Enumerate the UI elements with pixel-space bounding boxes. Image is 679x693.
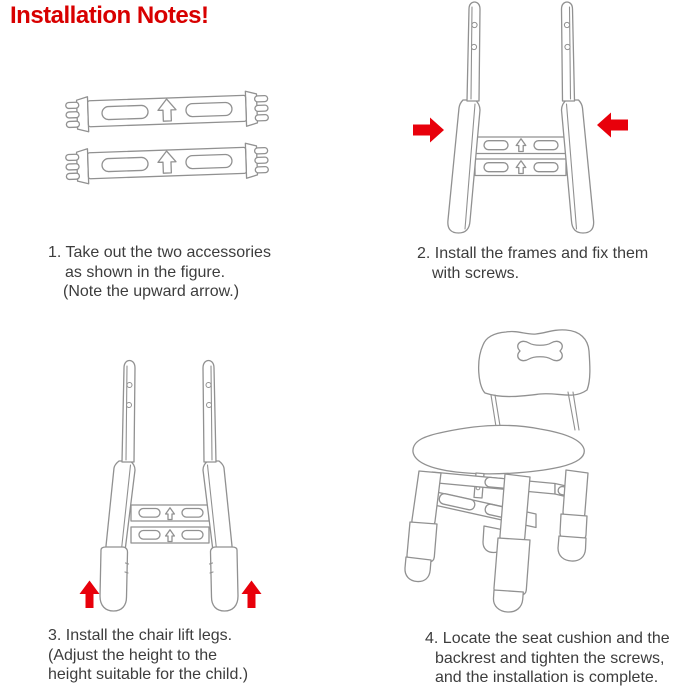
step-1-line-1: 1. Take out the two accessories	[48, 244, 271, 261]
step-4-caption	[425, 629, 670, 688]
red-up-arrow-icon	[242, 581, 262, 609]
step-4-line-2: backrest and tighten the screws,	[435, 649, 665, 667]
step-1-caption	[48, 243, 271, 302]
red-up-arrow-icon	[80, 581, 100, 609]
step-3-line-2: (Adjust the height to the	[48, 646, 217, 664]
figure-step2-frame-with-screw-arrows	[395, 0, 640, 236]
step-2-line-1: 2. Install the frames and fix them	[417, 245, 649, 262]
step-3-line-3: height suitable for the child.)	[48, 666, 249, 683]
step-1-line-2: as shown in the figure.	[65, 263, 226, 281]
figure-step4-assembled-chair	[388, 320, 679, 622]
red-arrow-left-icon	[597, 113, 628, 138]
step-4-line-1: 4. Locate the seat cushion and the	[425, 630, 670, 647]
step-1-line-3: (Note the upward arrow.)	[63, 283, 240, 300]
red-arrow-right-icon	[413, 118, 444, 143]
figure-step1-accessory-crossbars	[58, 76, 278, 188]
figure-step3-frame-with-lift-legs	[55, 358, 270, 620]
step-2-line-2: with screws.	[432, 264, 520, 282]
step-2-caption	[417, 244, 648, 283]
step-3-caption	[48, 626, 248, 685]
step-3-line-1: 3. Install the chair lift legs.	[48, 627, 233, 644]
step-4-line-3: and the installation is complete.	[435, 669, 659, 686]
page-title: Installation Notes!	[10, 2, 209, 29]
